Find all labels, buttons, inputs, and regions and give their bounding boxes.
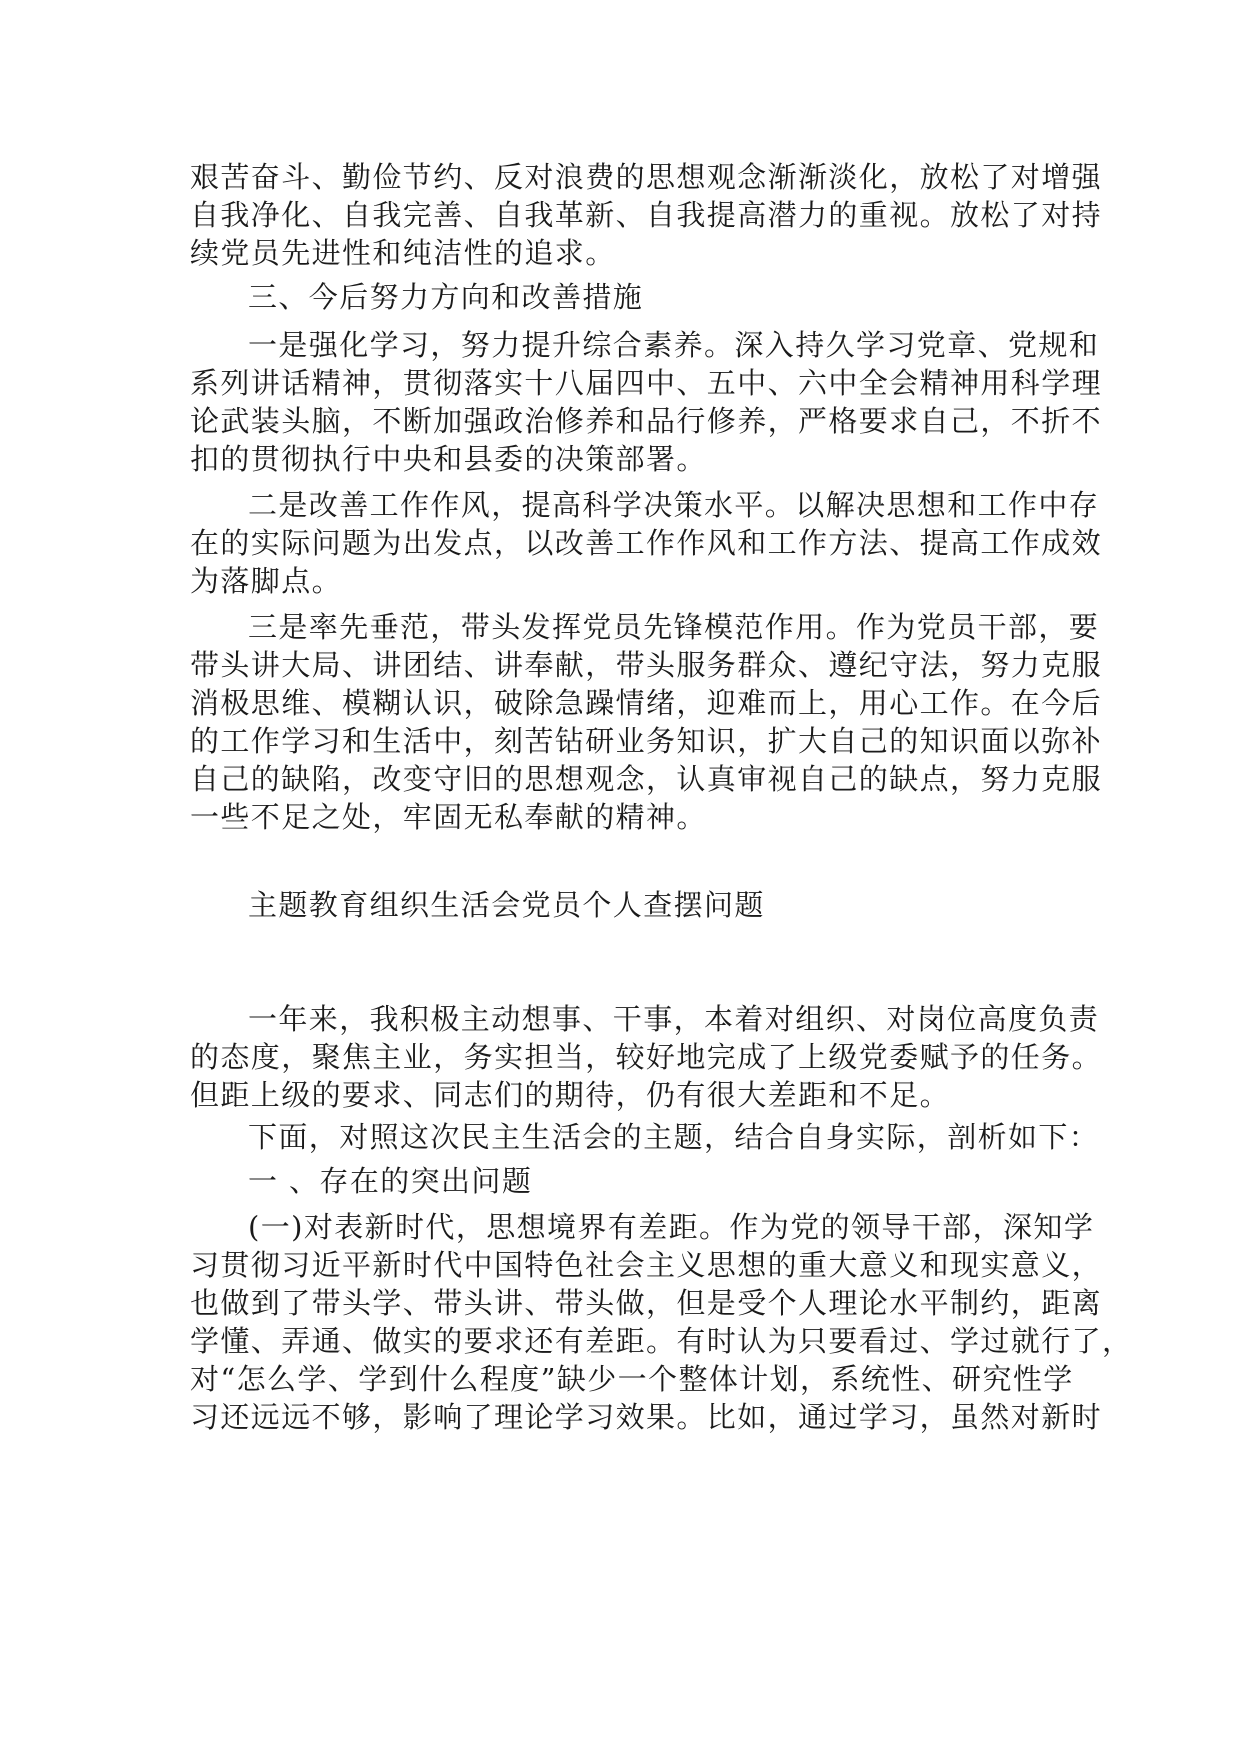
text-line: 续党员先进性和纯洁性的追求。 [190,236,616,270]
section-heading-prominent-problems: 一 、存在的突出问题 [248,1164,533,1198]
paragraph-lead-by-example [190,608,1103,836]
text-line: 但距上级的要求、同志们的期待，仍有很大差距和不足。 [190,1078,951,1112]
text-line: 扣的贯彻执行中央和县委的决策部署。 [190,442,707,476]
text-line: 艰苦奋斗、勤俭节约、反对浪费的思想观念渐渐淡化，放松了对增强 [190,160,1103,194]
text-line: 一年来，我积极主动想事、干事，本着对组织、对岗位高度负责 [248,1002,1100,1036]
text-line: 也做到了带头学、带头讲、带头做，但是受个人理论水平制约，距离 [190,1286,1103,1320]
document-title: 主题教育组织生活会党员个人查摆问题 [248,888,765,922]
text-line: 在的实际问题为出发点，以改善工作作风和工作方法、提高工作成效 [190,526,1103,560]
text-line: 三是率先垂范，带头发挥党员先锋模范作用。作为党员干部，要 [248,610,1100,644]
text-line: 自我净化、自我完善、自我革新、自我提高潜力的重视。放松了对持 [190,198,1103,232]
text-line: 二是改善工作作风，提高科学决策水平。以解决思想和工作中存 [248,488,1100,522]
text-line: 一些不足之处，牢固无私奉献的精神。 [190,800,707,834]
paragraph-ideology-weakening [190,158,1103,272]
paragraph-improve-work-style [190,486,1103,600]
text-line: 为落脚点。 [190,564,343,598]
section-heading-improvement-measures: 三、今后努力方向和改善措施 [248,280,644,314]
document-body [190,158,1133,1444]
text-line: 下面，对照这次民主生活会的主题，结合自身实际，剖析如下： [248,1120,1100,1154]
text-line: 学懂、弄通、做实的要求还有差距。有时认为只要看过、学过就行了， [190,1324,1133,1358]
text-line: 对“怎么学、学到什么程度”缺少一个整体计划，系统性、研究性学 [190,1362,1074,1396]
text-line: 消极思维、模糊认识，破除急躁情绪，迎难而上，用心工作。在今后 [190,686,1103,720]
text-line: (一)对表新时代，思想境界有差距。作为党的领导干部，深知学 [248,1210,1095,1244]
text-line: 的态度，聚焦主业，务实担当，较好地完成了上级党委赋予的任务。 [190,1040,1103,1074]
text-line: 带头讲大局、讲团结、讲奉献，带头服务群众、遵纪守法，努力克服 [190,648,1103,682]
text-line: 的工作学习和生活中，刻苦钻研业务知识，扩大自己的知识面以弥补 [190,724,1103,758]
text-line: 自己的缺陷，改变守旧的思想观念，认真审视自己的缺点，努力克服 [190,762,1103,796]
paragraph-year-review [190,1000,1103,1114]
text-line: 习贯彻习近平新时代中国特色社会主义思想的重大意义和现实意义， [190,1248,1103,1282]
text-line: 系列讲话精神，贯彻落实十八届四中、五中、六中全会精神用科学理 [190,366,1103,400]
paragraph-strengthen-study [190,326,1103,478]
paragraph-analysis-intro [190,1118,1100,1156]
paragraph-ideological-gap [190,1208,1133,1436]
text-line: 习还远远不够，影响了理论学习效果。比如，通过学习，虽然对新时 [190,1400,1103,1434]
text-line: 论武装头脑，不断加强政治修养和品行修养，严格要求自己，不折不 [190,404,1103,438]
text-line: 一是强化学习，努力提升综合素养。深入持久学习党章、党规和 [248,328,1100,362]
